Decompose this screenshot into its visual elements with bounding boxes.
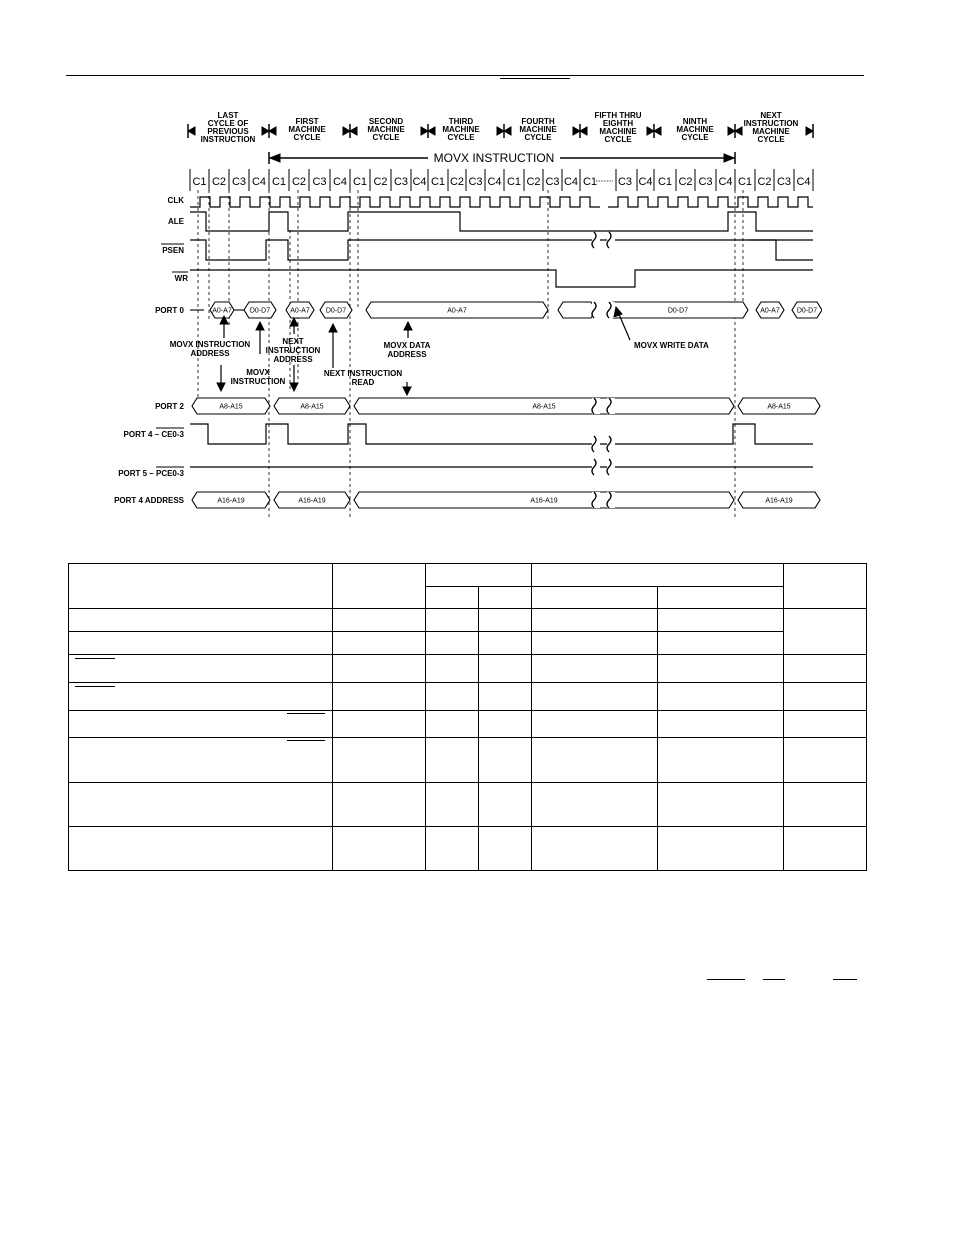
phase-line: MACHINE <box>442 125 480 134</box>
clock-phase-label: C4 <box>718 176 733 188</box>
phase-header <box>519 117 557 142</box>
signal-label-port4-address: PORT 4 ADDRESS <box>114 496 184 505</box>
table-cell <box>426 783 479 827</box>
table-cell <box>532 564 784 587</box>
table-cell <box>784 683 867 711</box>
annotation-line: MOVX INSTRUCTION <box>169 340 251 349</box>
movx-write-timing-diagram <box>108 110 822 520</box>
clock-phase-label: C2 <box>449 176 465 188</box>
table-cell <box>479 632 532 655</box>
phase-line: CYCLE <box>524 133 552 142</box>
table-cell <box>479 783 532 827</box>
table-cell <box>426 564 532 587</box>
port0-bus <box>190 302 822 318</box>
table-cell <box>479 738 532 783</box>
table-cell <box>426 683 479 711</box>
signal-label-port5-pce: PORT 5 – PCE0-3 <box>118 469 184 478</box>
table-cell <box>333 564 426 609</box>
phase-line: EIGHTH <box>602 119 634 128</box>
phase-line: MACHINE <box>288 125 326 134</box>
port0-segment-label: A0-A7 <box>447 307 467 315</box>
ale-trace <box>190 212 813 231</box>
port0-segment-label: D0-D7 <box>325 307 347 315</box>
phase-line: CYCLE <box>293 133 321 142</box>
annotation-line: ADDRESS <box>273 355 313 364</box>
port4-address-segment-label: A16-A19 <box>530 497 558 505</box>
table-cell <box>532 738 658 783</box>
table-cell <box>333 711 426 738</box>
port4-address-bus <box>192 492 820 508</box>
table-row <box>69 632 867 655</box>
table-cell <box>479 711 532 738</box>
table-cell <box>69 738 333 783</box>
signal-label-port2: PORT 2 <box>155 402 184 411</box>
table-cell <box>426 827 479 871</box>
phase-line: PREVIOUS <box>207 127 249 136</box>
clock-phase-label: C1 <box>582 176 598 188</box>
psen-trace <box>190 240 813 260</box>
phase-header <box>367 117 405 142</box>
phase-header <box>201 111 256 144</box>
table-cell <box>532 711 658 738</box>
clock-phase-label: C3 <box>312 176 327 188</box>
phase-arrow <box>806 127 813 135</box>
overbar <box>287 740 325 741</box>
annotation-line: ADDRESS <box>190 349 230 358</box>
table-cell <box>532 587 658 609</box>
clock-phase-label: C3 <box>393 176 409 188</box>
clock-phase-label: C1 <box>506 176 522 188</box>
table-cell <box>333 609 426 632</box>
phase-arrow <box>428 127 435 135</box>
port4-address-segment-label: A16-A19 <box>765 497 793 505</box>
signal-label-port4-ce: PORT 4 – CE0-3 <box>123 430 184 439</box>
phase-header <box>594 111 641 144</box>
port2-bus <box>192 398 820 414</box>
table-cell <box>426 711 479 738</box>
annotation-movx-instruction-address <box>170 340 251 358</box>
signal-labels <box>114 196 188 505</box>
table-cell <box>532 783 658 827</box>
annotation-line: READ <box>351 378 375 387</box>
phase-arrow <box>262 127 269 135</box>
table-cell <box>69 683 333 711</box>
table-row <box>69 609 867 632</box>
phase-arrow <box>497 127 504 135</box>
phase-line: FIFTH THRU <box>594 111 642 120</box>
phase-line: NINTH <box>682 117 708 126</box>
table-row <box>69 827 867 871</box>
clock-phase-label: C1 <box>430 176 446 188</box>
clock-phase-label: C3 <box>698 176 713 188</box>
table-cell <box>69 783 333 827</box>
table-cell <box>333 738 426 783</box>
phase-header <box>442 117 480 142</box>
phase-arrow <box>504 127 511 135</box>
annotation-line: NEXT INSTRUCTION <box>323 369 403 378</box>
overbar <box>763 979 785 980</box>
table-cell <box>479 827 532 871</box>
phase-line: CYCLE <box>757 135 785 144</box>
phase-line: CYCLE <box>604 135 632 144</box>
overbar <box>707 979 745 980</box>
table-cell <box>426 655 479 683</box>
table-cell <box>333 827 426 871</box>
table-row <box>69 683 867 711</box>
table-cell <box>426 587 479 609</box>
clock-phase-label: C3 <box>776 176 792 188</box>
signal-label-port0: PORT 0 <box>155 306 184 315</box>
table-cell <box>479 587 532 609</box>
table-cell <box>69 655 333 683</box>
clock-phase-label: C1 <box>271 176 287 188</box>
phase-line: MACHINE <box>752 127 790 136</box>
overbar <box>287 713 325 714</box>
clk-trace <box>190 197 813 207</box>
table-cell <box>426 632 479 655</box>
clk-waveform <box>190 197 813 207</box>
phase-arrow <box>188 127 195 135</box>
annotation-line: INSTRUCTION <box>265 346 321 355</box>
table-cell <box>479 683 532 711</box>
phase-arrow <box>580 127 587 135</box>
port0-segment-label: A0-A7 <box>212 307 232 315</box>
table-cell <box>658 711 784 738</box>
clock-phase-label: C1 <box>657 176 673 188</box>
table-cell <box>69 711 333 738</box>
annotation-line: ADDRESS <box>387 350 427 359</box>
table-cell <box>532 609 658 632</box>
phase-line: MACHINE <box>519 125 557 134</box>
table-cell <box>784 783 867 827</box>
overbar <box>75 658 115 659</box>
phase-arrow <box>343 127 350 135</box>
phase-arrow <box>654 127 661 135</box>
phase-arrow <box>728 127 735 135</box>
table-cell <box>426 738 479 783</box>
table-cell <box>333 783 426 827</box>
phase-line: INSTRUCTION <box>743 119 799 128</box>
table-cell <box>658 609 784 632</box>
phase-line: CYCLE OF <box>207 119 249 128</box>
phase-line: SECOND <box>368 117 404 126</box>
port4-ce-waveform <box>190 424 813 444</box>
header-mark <box>500 78 570 79</box>
port0-segment-label: D0-D7 <box>249 307 271 315</box>
spec-table <box>68 563 867 871</box>
clock-phase-label: C3 <box>231 176 247 188</box>
phase-arrow <box>735 127 742 135</box>
clock-phase-label: C3 <box>617 176 633 188</box>
clock-phase-label: C2 <box>678 176 693 188</box>
clock-phase-label: C2 <box>757 176 772 188</box>
psen-trace-tail <box>748 240 813 260</box>
clock-phase-label: C2 <box>291 176 307 188</box>
port2-segment-label: A8-A15 <box>219 403 243 411</box>
annotation-next-instruction-address <box>266 337 321 364</box>
table-cell <box>333 655 426 683</box>
ale-waveform <box>190 212 813 231</box>
table-cell <box>658 738 784 783</box>
wr-waveform <box>190 270 813 287</box>
table-cell <box>784 655 867 683</box>
annotation-next-instruction-read <box>324 369 402 387</box>
port4-address-segment-label: A16-A19 <box>217 497 245 505</box>
table-row <box>69 655 867 683</box>
phase-arrow <box>350 127 357 135</box>
phase-line: NEXT <box>760 111 782 120</box>
phase-boundary-arrows <box>188 124 813 138</box>
clock-phase-label: C3 <box>545 176 560 188</box>
clock-phase-label: C4 <box>563 176 579 188</box>
port0-segment <box>558 302 596 318</box>
signal-label-clk: CLK <box>167 196 184 205</box>
movx-instruction-label: MOVX INSTRUCTION <box>433 151 555 165</box>
phase-line: THIRD <box>448 117 474 126</box>
phase-header <box>744 111 799 144</box>
table-cell <box>784 609 867 655</box>
table-cell <box>784 827 867 871</box>
clock-phase-label: C4 <box>796 176 811 188</box>
phase-header <box>676 117 714 142</box>
table-cell <box>784 711 867 738</box>
table-cell <box>658 683 784 711</box>
overbar <box>75 686 115 687</box>
table-cell <box>479 609 532 632</box>
table-cell <box>658 655 784 683</box>
clock-phase-label: C2 <box>211 176 227 188</box>
annotation-movx-data-address <box>384 341 431 359</box>
table-cell <box>333 632 426 655</box>
table-row <box>69 738 867 783</box>
clock-phase-label: C1 <box>352 176 368 188</box>
clock-phase-row <box>190 169 813 191</box>
table-cell <box>658 587 784 609</box>
signal-label-ale: ALE <box>168 217 184 226</box>
annotation-line: MOVX <box>246 368 270 377</box>
phase-line: FIRST <box>295 117 319 126</box>
header-rule <box>66 75 864 76</box>
signal-label-psen: PSEN <box>162 246 184 255</box>
phase-header <box>288 117 326 142</box>
phase-arrow <box>421 127 428 135</box>
table-cell <box>784 738 867 783</box>
clock-phase-label: C4 <box>638 176 653 188</box>
annotation-movx-instruction <box>231 368 286 386</box>
phase-arrow <box>573 127 580 135</box>
clock-phase-label: C1 <box>192 176 207 188</box>
phase-line: FOURTH <box>521 117 555 126</box>
phase-arrow <box>647 127 654 135</box>
port0-segment-label: A0-A7 <box>760 307 780 315</box>
phase-line: CYCLE <box>681 133 709 142</box>
clock-phase-label: C3 <box>468 176 483 188</box>
phase-line: LAST <box>217 111 239 120</box>
table-cell <box>532 632 658 655</box>
machine-cycle-headers <box>201 111 799 144</box>
table-cell <box>479 655 532 683</box>
table-cell <box>426 609 479 632</box>
overbar <box>833 979 857 980</box>
clock-phase-label: C2 <box>373 176 388 188</box>
clock-phase-label: C1 <box>737 176 753 188</box>
phase-line: MACHINE <box>676 125 714 134</box>
port2-segment-label: A8-A15 <box>300 403 324 411</box>
table-cell <box>784 564 867 609</box>
phase-line: CYCLE <box>447 133 475 142</box>
annotation-movx-write-data: MOVX WRITE DATA <box>634 341 709 350</box>
table-cell <box>532 827 658 871</box>
phase-line: INSTRUCTION <box>200 135 256 144</box>
clock-phase-label: C4 <box>487 176 502 188</box>
clock-phase-label: C2 <box>526 176 541 188</box>
table-row <box>69 711 867 738</box>
table-cell <box>658 827 784 871</box>
phase-line: MACHINE <box>367 125 405 134</box>
table-cell <box>69 564 333 609</box>
table-row <box>69 564 867 587</box>
phase-line: MACHINE <box>599 127 637 136</box>
port4-ce-trace <box>190 424 813 444</box>
clock-phase-label: C4 <box>412 176 427 188</box>
table-cell <box>532 655 658 683</box>
port0-segment-label: D0-D7 <box>667 307 689 315</box>
table-cell <box>658 632 784 655</box>
clock-phase-label: C4 <box>332 176 348 188</box>
phase-arrow <box>269 127 276 135</box>
annotation-labels <box>170 337 709 387</box>
table-row <box>69 783 867 827</box>
annotation-line: NEXT <box>282 337 304 346</box>
annotation-line: INSTRUCTION <box>230 377 286 386</box>
table-cell <box>69 632 333 655</box>
table-cell <box>658 783 784 827</box>
port0-segment-label: A0-A7 <box>290 307 310 315</box>
port4-address-segment-label: A16-A19 <box>298 497 326 505</box>
port2-segment-label: A8-A15 <box>767 403 791 411</box>
phase-line: CYCLE <box>372 133 400 142</box>
table-cell <box>69 827 333 871</box>
table-cell <box>69 609 333 632</box>
annotation-line: MOVX DATA <box>383 341 431 350</box>
table-cell <box>333 683 426 711</box>
clock-phase-label: C4 <box>251 176 267 188</box>
signal-label-wr: WR <box>174 274 188 283</box>
psen-waveform <box>190 240 813 260</box>
wr-trace <box>190 270 813 287</box>
port2-segment-label: A8-A15 <box>532 403 556 411</box>
table-cell <box>532 683 658 711</box>
port0-segment-label: D0-D7 <box>796 307 818 315</box>
